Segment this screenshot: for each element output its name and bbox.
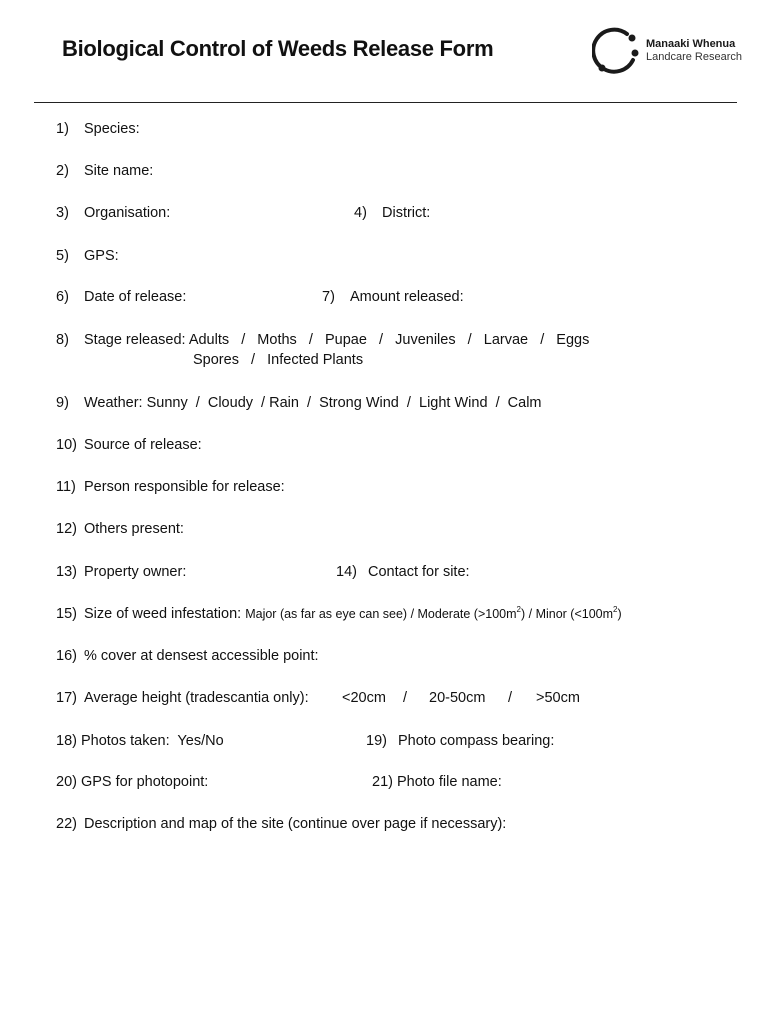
field-site-description — [56, 816, 506, 832]
field-site-name — [56, 163, 153, 179]
field-label: Property owner: — [84, 564, 187, 580]
field-label: Source of release: — [84, 437, 202, 453]
field-number: 10) — [56, 437, 77, 453]
field-label: % cover at densest accessible point: — [84, 648, 319, 664]
field-property-owner — [56, 564, 186, 580]
field-source-of-release — [56, 437, 202, 453]
organization-logo — [592, 26, 742, 78]
height-separator: / — [403, 690, 408, 706]
field-contact-for-site — [336, 564, 470, 580]
field-label: Others present: — [84, 521, 184, 537]
field-weather — [56, 395, 542, 411]
height-separator: / — [508, 690, 513, 706]
height-option-under-20: <20cm — [342, 690, 386, 706]
field-number: 18) — [56, 733, 77, 749]
field-label: Weather: — [84, 395, 143, 411]
field-number: 13) — [56, 564, 77, 580]
field-label: GPS: — [84, 248, 119, 264]
field-number: 19) — [366, 733, 387, 749]
field-label: Amount released: — [350, 289, 464, 305]
header-divider — [34, 102, 737, 103]
field-amount-released — [322, 289, 464, 305]
field-label: Contact for site: — [368, 564, 470, 580]
field-photos-taken — [56, 733, 224, 749]
field-number: 22) — [56, 816, 77, 832]
field-label: Description and map of the site (continue over page if necessary): — [84, 816, 507, 832]
field-label: Date of release: — [84, 289, 187, 305]
field-number: 15) — [56, 605, 77, 622]
field-label: Stage released: — [84, 332, 186, 348]
field-number: 11) — [56, 479, 76, 495]
field-number: 6) — [56, 289, 69, 305]
superscript: 2 — [613, 605, 618, 614]
field-district — [354, 205, 430, 221]
field-others-present — [56, 521, 184, 537]
field-number: 14) — [336, 564, 357, 580]
field-stage-released — [56, 332, 589, 348]
field-number: 5) — [56, 248, 69, 264]
logo-name: Manaaki Whenua — [646, 38, 736, 50]
field-label: Species: — [84, 121, 140, 137]
field-number: 1) — [56, 121, 69, 137]
field-label: Photos taken: Yes/No — [80, 733, 224, 749]
field-number: 12) — [56, 521, 77, 537]
height-option-over-50: >50cm — [536, 690, 580, 706]
field-gps-photopoint — [56, 774, 208, 790]
stage-options: Adults / Moths / Pupae / Juveniles / Larvae / Eggs — [188, 332, 590, 348]
field-label: Person responsible for release: — [84, 479, 285, 495]
field-photo-compass-bearing — [366, 733, 554, 749]
field-number: 17) — [56, 690, 77, 706]
field-label: Average height (tradescantia only): — [84, 690, 309, 706]
page-title: Biological Control of Weeds Release Form — [62, 36, 494, 61]
height-option-20-50: 20-50cm — [429, 690, 486, 706]
field-label: Site name: — [84, 163, 154, 179]
field-label: Organisation: — [84, 205, 171, 221]
field-date-of-release — [56, 289, 186, 305]
field-number: 4) — [354, 205, 367, 221]
field-number: 21) — [372, 774, 393, 790]
infestation-option-major-moderate: Major (as far as eye can see) / Moderate (>100m — [245, 606, 517, 621]
field-organisation — [56, 205, 170, 221]
field-photo-file-name — [372, 774, 502, 790]
logo-subtitle: Landcare Research — [646, 51, 743, 63]
field-gps — [56, 248, 119, 264]
field-number: 9) — [56, 395, 69, 411]
field-label: GPS for photopoint: — [80, 774, 209, 790]
field-number: 3) — [56, 205, 69, 221]
field-label: Photo compass bearing: — [398, 733, 555, 749]
field-percent-cover — [56, 648, 319, 664]
field-number: 2) — [56, 163, 69, 179]
field-number: 16) — [56, 648, 77, 664]
field-label: District: — [382, 205, 431, 221]
field-number: 7) — [322, 289, 335, 305]
stage-options-continued: Spores / Infected Plants — [193, 352, 364, 368]
circle-logo-icon — [592, 26, 640, 78]
field-weed-infestation-size — [56, 605, 622, 622]
weather-options: Sunny / Cloudy / Rain / Strong Wind / Light Wind / Calm — [146, 395, 542, 411]
field-person-responsible — [56, 479, 285, 495]
infestation-option-minor: ) / Minor (<100m — [520, 606, 614, 621]
closing-paren: ) — [617, 606, 622, 621]
field-label: Size of weed infestation: — [84, 605, 242, 622]
field-label: Photo file name: — [396, 774, 502, 790]
field-number: 8) — [56, 332, 69, 348]
superscript: 2 — [516, 605, 521, 614]
field-number: 20) — [56, 774, 77, 790]
field-species — [56, 121, 140, 137]
field-average-height — [56, 690, 309, 706]
